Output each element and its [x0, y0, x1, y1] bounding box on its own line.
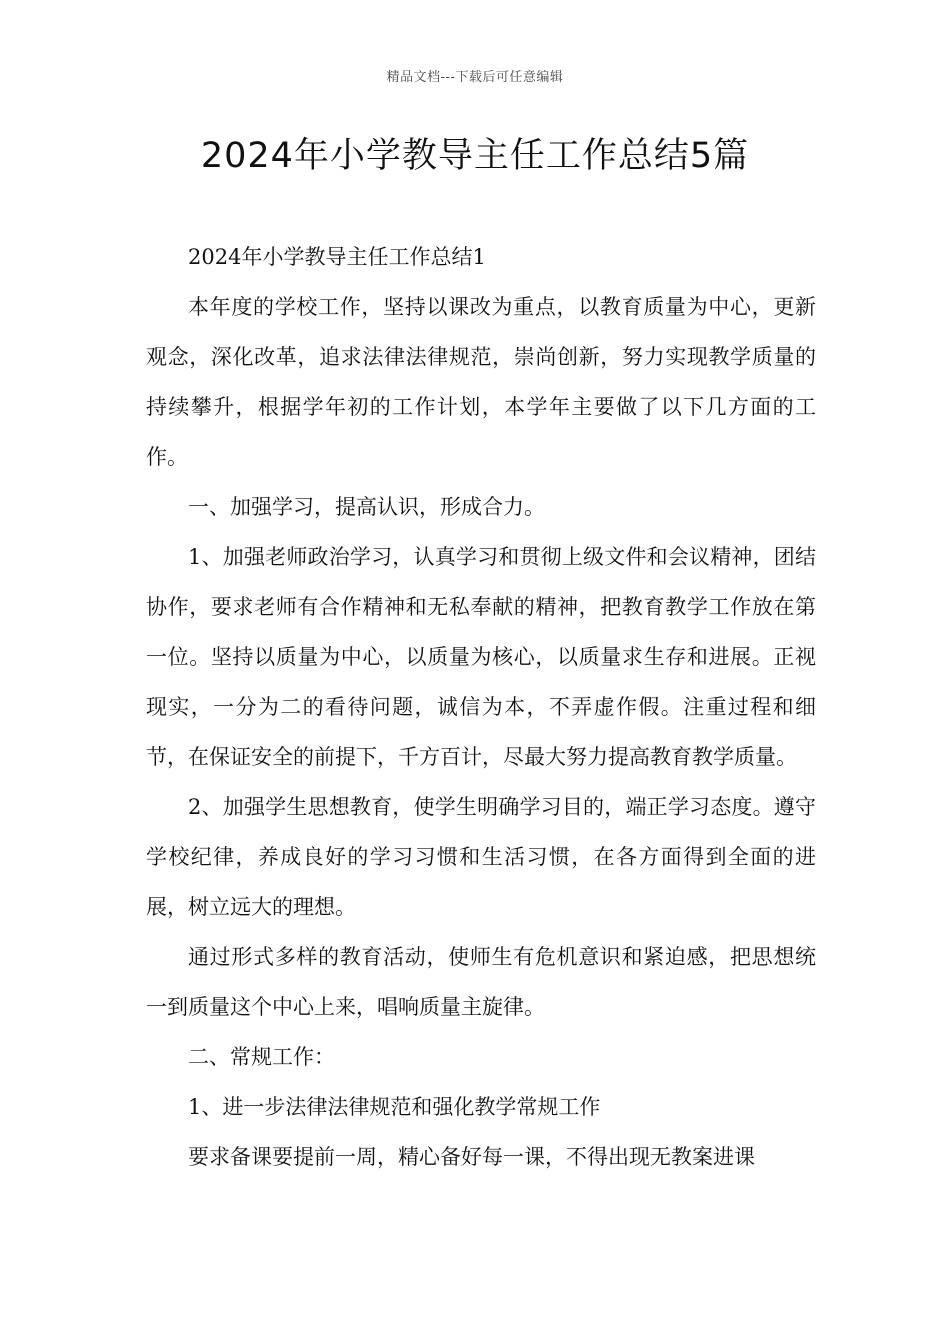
body-paragraph: 本年度的学校工作，坚持以课改为重点，以教育质量为中心，更新观念，深化改革，追求法律法律规范，崇尚创新，努力实现教学质量的持续攀升，根据学年初的工作计划，本学年主要做了以下几方面的工作。: [146, 295, 816, 469]
document-body: [146, 232, 816, 1182]
subsection-heading: 1、进一步法律法律规范和强化教学常规工作: [188, 1095, 601, 1119]
document-title: 2024年小学教导主任工作总结5篇: [200, 136, 750, 176]
body-paragraph: 2、加强学生思想教育，使学生明确学习目的，端正学习态度。遵守学校纪律，养成良好的学习习惯和生活习惯，在各方面得到全面的进展，树立远大的理想。: [146, 795, 816, 919]
body-paragraph: 要求备课要提前一周，精心备好每一课，不得出现无教案进课: [188, 1145, 755, 1169]
section-heading: 一、加强学习，提高认识，形成合力。: [188, 495, 545, 519]
section-heading: 2024年小学教导主任工作总结1: [188, 245, 486, 269]
section-heading: 二、常规工作：: [188, 1045, 335, 1069]
body-paragraph: 1、加强老师政治学习，认真学习和贯彻上级文件和会议精神，团结协作，要求老师有合作精神和无私奉献的精神，把教育教学工作放在第一位。坚持以质量为中心，以质量为核心，以质量求生存和进展。正视现实，一分为二的看待问题，诚信为本，不弄虚作假。注重过程和细节，在保证安全的前提下，千方百计，尽最大努力提高教育教学质量。: [146, 545, 816, 769]
header-note: 精品文档---下载后可任意编辑: [386, 70, 564, 85]
body-paragraph: 通过形式多样的教育活动，使师生有危机意识和紧迫感，把思想统一到质量这个中心上来，唱响质量主旋律。: [146, 945, 816, 1019]
